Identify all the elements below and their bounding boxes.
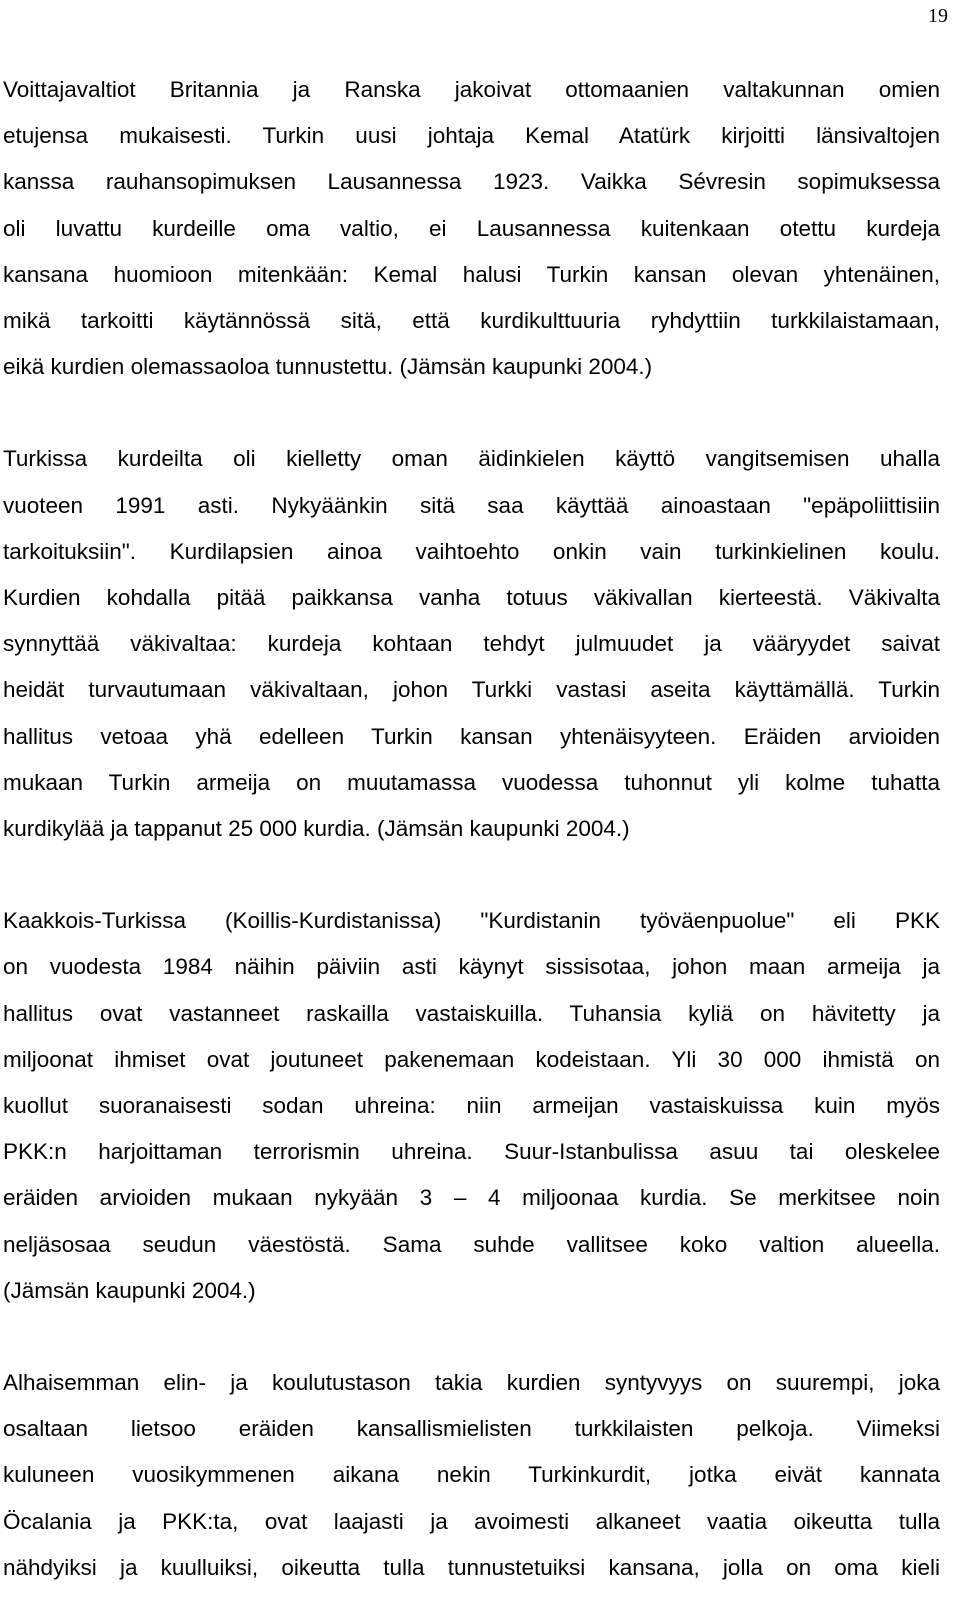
text-line: Kurdien kohdalla pitää paikkansa vanha totuus väkivallan kierteestä. Väkivalta [3, 585, 940, 611]
text-line: Öcalania ja PKK:ta, ovat laajasti ja avoimesti alkaneet vaatia oikeutta tulla [3, 1508, 940, 1534]
text-line: eikä kurdien olemassaoloa tunnustettu. (Jämsän kaupunki 2004.) [3, 354, 653, 380]
paragraph-3 [3, 898, 940, 1314]
paragraph-1 [3, 67, 940, 390]
text-line: synnyttää väkivaltaa: kurdeja kohtaan tehdyt julmuudet ja vääryydet saivat [3, 631, 940, 657]
text-line: Voittajavaltiot Britannia ja Ranska jakoivat ottomaanien valtakunnan omien [3, 77, 940, 102]
text-line: nähdyiksi ja kuulluiksi, oikeutta tulla tunnustetuiksi kansana, jolla on oma kieli [3, 1554, 940, 1580]
text-line: oli luvattu kurdeille oma valtio, ei Lausannessa kuitenkaan otettu kurdeja [3, 215, 940, 241]
text-line: etujensa mukaisesti. Turkin uusi johtaja Kemal Atatürk kirjoitti länsivaltojen [3, 123, 940, 149]
text-line: neljäsosaa seudun väestöstä. Sama suhde vallitsee koko valtion alueella. [3, 1231, 940, 1257]
paragraph-4 [3, 1360, 940, 1591]
text-line: kurdikylää ja tappanut 25 000 kurdia. (Jämsän kaupunki 2004.) [3, 816, 630, 842]
text-line: osaltaan lietsoo eräiden kansallismielisten turkkilaisten pelkoja. Viimeksi [3, 1416, 940, 1442]
text-line: kansana huomioon mitenkään: Kemal halusi Turkin kansan olevan yhtenäinen, [3, 261, 940, 287]
text-line: Alhaisemman elin- ja koulutustason takia kurdien syntyvyys on suurempi, joka [3, 1370, 940, 1396]
paragraph-2 [3, 436, 940, 852]
text-line: (Jämsän kaupunki 2004.) [3, 1277, 256, 1303]
text-line: Turkissa kurdeilta oli kielletty oman äidinkielen käyttö vangitsemisen uhalla [3, 446, 940, 472]
text-line: hallitus vetoaa yhä edelleen Turkin kansan yhtenäisyyteen. Eräiden arvioiden [3, 723, 940, 749]
text-line: eräiden arvioiden mukaan nykyään 3 – 4 miljoonaa kurdia. Se merkitsee noin [3, 1185, 940, 1211]
text-line: PKK:n harjoittaman terrorismin uhreina. Suur-Istanbulissa asuu tai oleskelee [3, 1139, 940, 1165]
text-line: mikä tarkoitti käytännössä sitä, että kurdikulttuuria ryhdyttiin turkkilaistamaan, [3, 308, 940, 334]
text-line: tarkoituksiin". Kurdilapsien ainoa vaihtoehto onkin vain turkinkielinen koulu. [3, 538, 940, 564]
document-body [3, 67, 940, 1591]
text-line: miljoonat ihmiset ovat joutuneet pakenemaan kodeistaan. Yli 30 000 ihmistä on [3, 1046, 940, 1072]
page-number: 19 [928, 5, 948, 27]
text-line: on vuodesta 1984 näihin päiviin asti käynyt sissisotaa, johon maan armeija ja [3, 954, 940, 980]
text-line: kuollut suoranaisesti sodan uhreina: niin armeijan vastaiskuissa kuin myös [3, 1093, 940, 1119]
text-line: heidät turvautumaan väkivaltaan, johon Turkki vastasi aseita käyttämällä. Turkin [3, 677, 940, 703]
text-line: kuluneen vuosikymmenen aikana nekin Turkinkurdit, jotka eivät kannata [3, 1462, 940, 1488]
text-line: kanssa rauhansopimuksen Lausannessa 1923. Vaikka Sévresin sopimuksessa [3, 169, 940, 195]
text-line: Kaakkois-Turkissa (Koillis-Kurdistanissa) "Kurdistanin työväenpuolue" eli PKK [3, 908, 940, 934]
text-line: mukaan Turkin armeija on muutamassa vuodessa tuhonnut yli kolme tuhatta [3, 769, 940, 795]
text-line: vuoteen 1991 asti. Nykyäänkin sitä saa käyttää ainoastaan "epäpoliittisiin [3, 492, 940, 518]
text-line: hallitus ovat vastanneet raskailla vastaiskuilla. Tuhansia kyliä on hävitetty ja [3, 1000, 940, 1026]
